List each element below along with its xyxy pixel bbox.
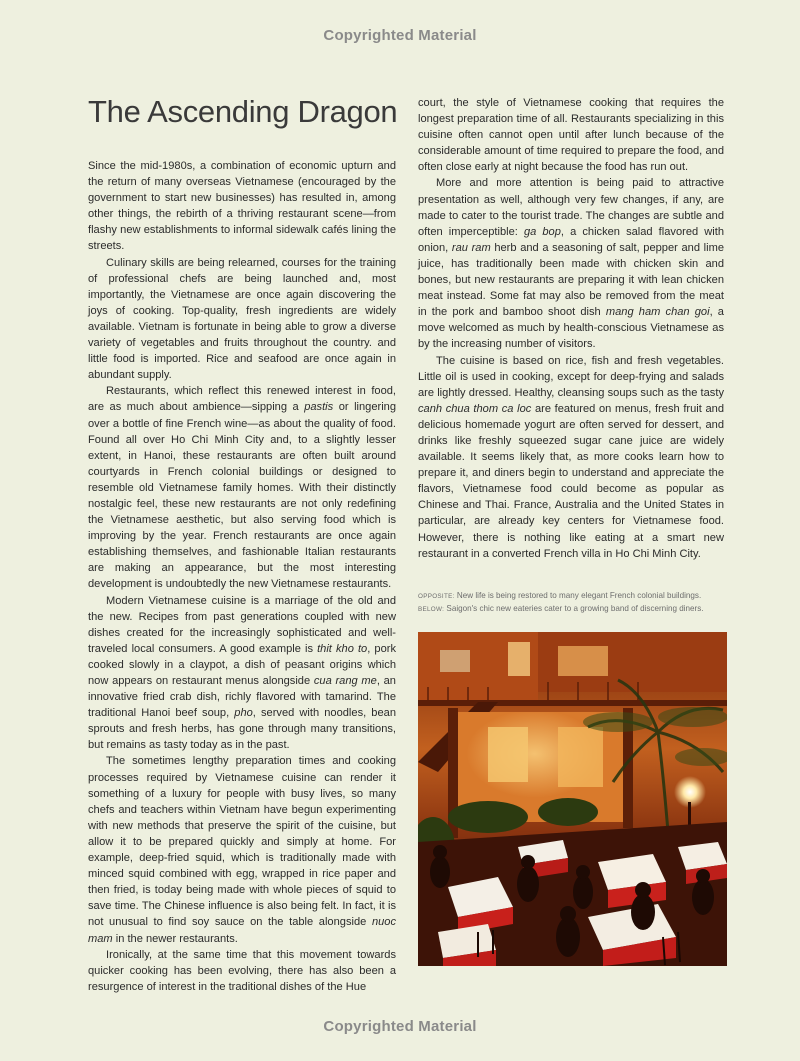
- italic-term: canh chua thom ca loc: [418, 402, 532, 415]
- paragraph: [418, 175, 724, 352]
- text-run: , an innovative fried crab dish, richly flavored with tamarind. The traditional Hanoi beef soup,: [88, 675, 396, 720]
- caption-below: [418, 603, 728, 616]
- italic-term: rau ram: [451, 241, 491, 254]
- text-run: herb and a seasoning of salt, pepper and lime juice, has traditionally been made with chicken skin and bones, but new restaurants are preparing it with lean chicken meat instead. Some fat may also be removed from the meat in the pork and bamboo shoot dish: [418, 241, 724, 319]
- caption-label: OPPOSITE:: [418, 593, 455, 600]
- paragraph: [88, 255, 396, 384]
- italic-term: nuoc mam: [88, 916, 396, 945]
- text-run: court, the style of Vietnamese cooking that requires the longest preparation time of all. Restaurants specializing in this cuisine often cannot open until after lunch because of the considerable amount of time required to prepare the food, and often close early at night because the food has run out.: [418, 97, 724, 174]
- text-run: in the newer restaurants.: [112, 932, 238, 945]
- text-run: Since the mid-1980s, a combination of economic upturn and the return of many overseas Vietnamese (encouraged by the government to start new businesses) has resulted in, among other things, the rebirth of a thriving restaurant scene—from flashy new establishments to informal sidewalk cafés lining the streets.: [88, 160, 396, 253]
- text-run: More and more attention is being paid to attractive presentation as well, although very few changes, if any, are made to cater to the tourist trade. The changes are subtle and often imperceptible:: [418, 177, 724, 238]
- restaurant-courtyard-photo: [418, 632, 727, 966]
- text-run: , served with noodles, bean sprouts and fresh herbs, has gone through many transitions, but remains as tasty today as in the past.: [88, 707, 396, 752]
- paragraph: [88, 383, 396, 592]
- paragraph: [88, 158, 396, 255]
- paragraph: [418, 95, 724, 175]
- right-text-column: [418, 95, 724, 562]
- photo-captions: [418, 590, 728, 616]
- italic-term: cua rang me: [313, 675, 377, 687]
- italic-term: ga bop: [523, 225, 561, 238]
- page-title: The Ascending Dragon: [88, 94, 398, 129]
- text-run: or lingering over a bottle of fine French wine—as about the quality of food. Found all over Ho Chi Minh City and, to a slightly lesser extent, in Hanoi, these restaurants are often built around courtyards in French colonial buildings or designed to resemble old Vietnamese family homes. With their distinctly nostalgic feel, these new restaurants are not only redefining the Vietnamese aesthetic, but also serving food which is improving by the year. French restaurants are once again establishing themselves, and fashionable Italian restaurants are making an appearance, but the most interesting development is undoubtedly the new Vietnamese restaurants.: [88, 401, 397, 591]
- italic-term: pastis: [304, 401, 334, 414]
- paragraph: [418, 353, 724, 562]
- paragraph: [88, 593, 396, 754]
- copyright-watermark-bottom: Copyrighted Material: [323, 1018, 477, 1035]
- caption-text: New life is being restored to many elegant French colonial buildings.: [454, 591, 702, 600]
- caption-label: BELOW:: [418, 606, 445, 613]
- left-text-column: [88, 158, 396, 995]
- text-run: Modern Vietnamese cuisine is a marriage of the old and the new. Recipes from past generations coupled with new dishes created for the increasingly sophisticated and well-traveled local consumers. A good example is: [88, 594, 396, 655]
- italic-term: mang ham chan goi: [605, 306, 710, 319]
- photo-illustration: [418, 632, 727, 966]
- text-run: The cuisine is based on rice, fish and fresh vegetables. Little oil is used in cooking, except for deep-frying and salads are lightly dressed. Healthy, cleansing soups such as the tasty: [418, 354, 724, 399]
- text-run: , a move welcomed as much by health-conscious Vietnamese as by the increasing number of visitors.: [418, 306, 724, 351]
- text-run: , a chicken salad flavored with onion,: [418, 225, 724, 254]
- text-run: The sometimes lengthy preparation times and cooking processes required by Vietnamese cuisine can render it something of a luxury for people with busy lives, so many chefs and teachers within Vietnam have begun experimenting with new methods that preserve the spirit of the cuisine, but allow it to be prepared quickly and simply at home. For example, deep-fried squid, which is traditionally made with minced squid combined with egg, wrapped in rice paper and then fried, is today being made with whole pieces of squid to save time. The Chinese influence is also being felt. In fact, it is not unusual to find soy sauce on the table alongside: [88, 755, 396, 929]
- text-run: Restaurants, which reflect this renewed interest in food, are as much about ambience—sipping a: [88, 385, 396, 414]
- copyright-watermark-top: Copyrighted Material: [323, 27, 477, 44]
- italic-term: thit kho to: [317, 642, 368, 655]
- caption-opposite: [418, 590, 728, 603]
- italic-term: pho: [234, 707, 253, 720]
- text-run: Culinary skills are being relearned, courses for the training of professional chefs are being launched and, most importantly, the Vietnamese are once again discovering the joys of cooking. Top-quality, fresh ingredients are widely available. Vietnam is fortunate in being able to grow a diverse variety of vegetables and fruits throughout the country. and little food is imported. Rice and seafood are once again in abundant supply.: [88, 256, 396, 382]
- paragraph: [88, 947, 396, 995]
- text-run: , pork cooked slowly in a claypot, a dish of peasant origins which now appears on restaurant menus alongside: [88, 642, 396, 687]
- text-run: Ironically, at the same time that this movement towards quicker cooking has been evolving, there has also been a resurgence of interest in the traditional dishes of the Hue: [88, 948, 396, 993]
- caption-text: Saigon's chic new eateries cater to a growing band of discerning diners.: [444, 604, 704, 613]
- paragraph: [88, 753, 396, 946]
- text-run: are featured on menus, fresh fruit and delicious homemade yogurt are often served for dessert, and drinks like freshly squeezed sugar cane juice are widely available. It seems likely that, as more cooks learn how to prepare it, and diners begin to understand and appreciate the flavors, Vietnamese food could become as popular as Chinese and Thai. France, Australia and the United States in particular, are already key centers for Vietnamese food. However, there is nothing like eating at a smart new restaurant in a converted French villa in Ho Chi Minh City.: [418, 402, 724, 560]
